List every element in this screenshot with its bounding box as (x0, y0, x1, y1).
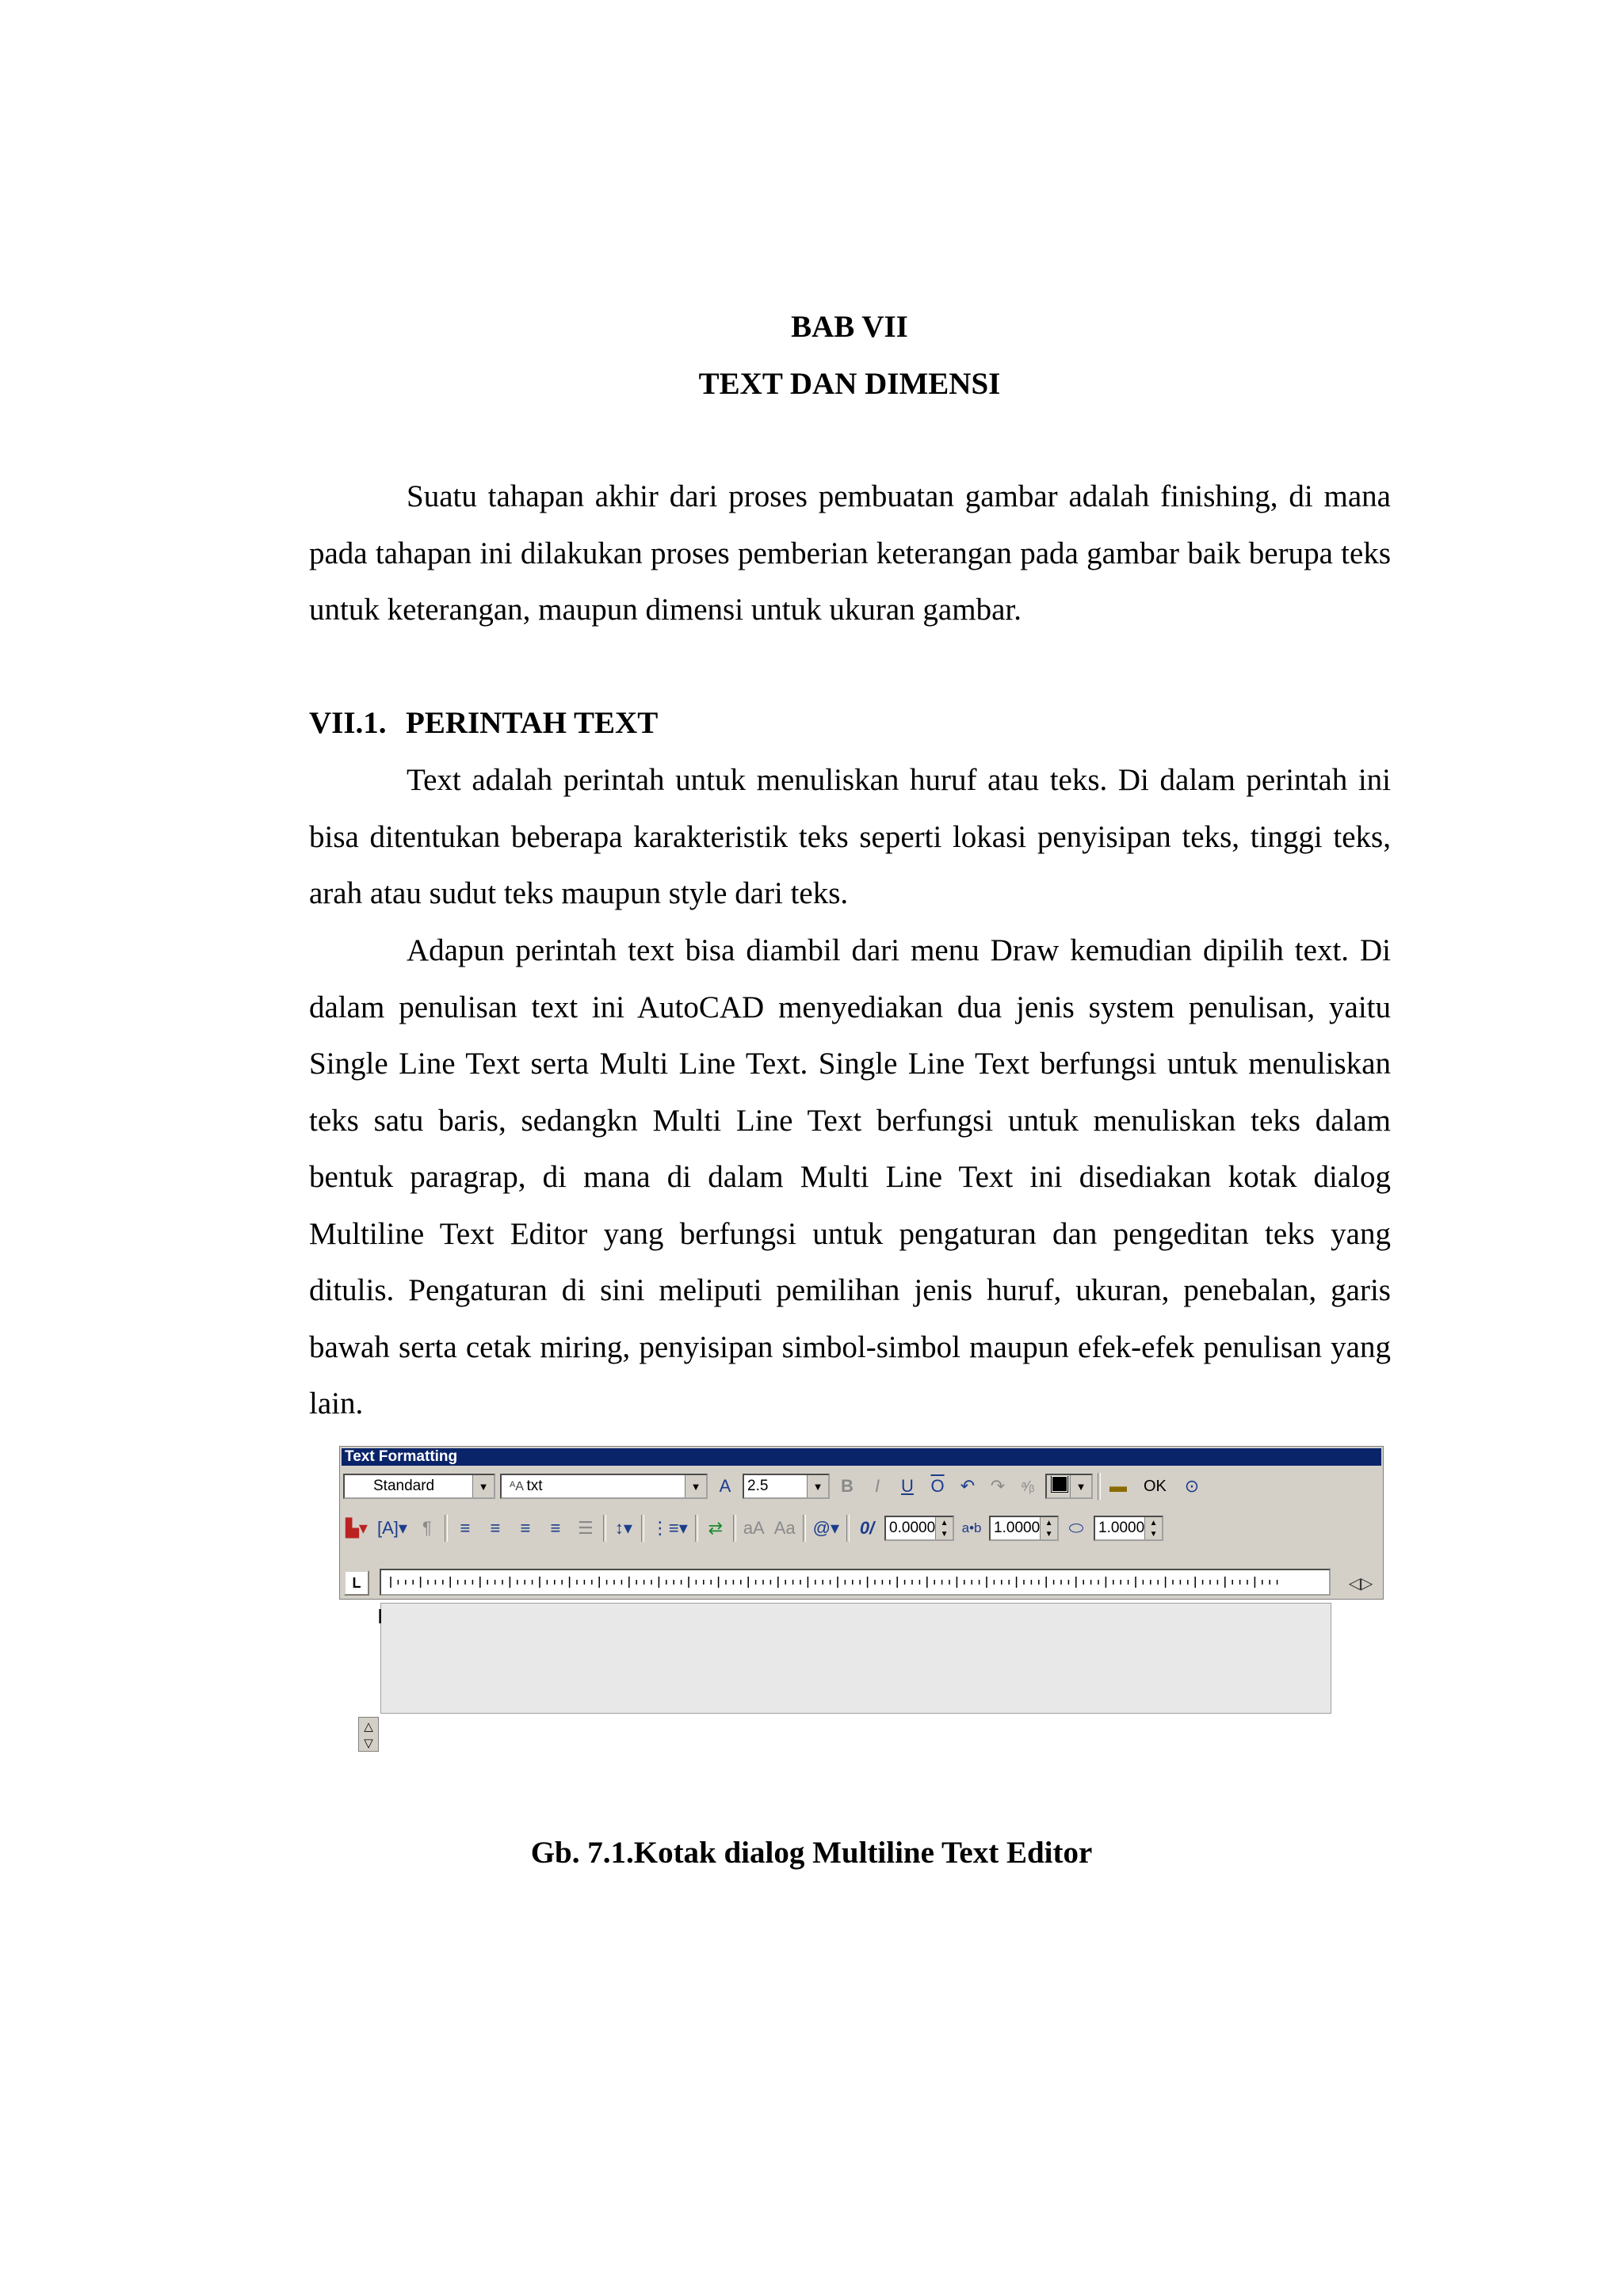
stack-button[interactable]: ᵃ⁄ᵦ (1021, 1478, 1035, 1494)
spinner-icon[interactable]: ▲ ▼ (935, 1517, 953, 1539)
tab-type-button[interactable]: L (344, 1570, 369, 1596)
spinner-icon[interactable]: ▲ ▼ (1144, 1517, 1162, 1539)
font-dropdown[interactable] (500, 1474, 708, 1499)
tracking-input[interactable] (989, 1516, 1059, 1541)
text-height-value: 2.5 (747, 1478, 769, 1494)
insert-field-icon[interactable]: ⇄ (708, 1518, 724, 1538)
align-right-icon[interactable]: ≡ (520, 1518, 531, 1538)
bold-button[interactable]: B (841, 1476, 854, 1496)
color-dropdown[interactable] (1045, 1474, 1093, 1499)
separator (695, 1515, 698, 1542)
font-name: txt (526, 1478, 543, 1494)
separator (445, 1515, 448, 1542)
ruler-width-arrows-icon[interactable]: ◁▷ (1348, 1574, 1373, 1592)
text-height-icon: A (719, 1476, 731, 1496)
separator (603, 1515, 606, 1542)
align-center-icon[interactable]: ≡ (490, 1518, 501, 1538)
width-factor-value: 1.0000 (1098, 1520, 1145, 1536)
section-paragraph-1: Text adalah perintah untuk menuliskan huruf atau teks. Di dalam perintah ini bisa ditentukan beberapa karakteristik teks seperti lokasi penyisipan teks, tinggi teks, arah atau sudut teks maupun style dari teks. (309, 763, 1391, 910)
text-edit-area[interactable] (380, 1603, 1331, 1714)
columns-icon[interactable]: ▙▾ (346, 1518, 368, 1538)
chapter-number: BAB VII (791, 310, 908, 344)
chapter-title: TEXT DAN DIMENSI (698, 367, 1001, 401)
intro-paragraph: Suatu tahapan akhir dari proses pembuatan gambar adalah finishing, di mana pada tahapan ini dilakukan proses pemberian keterangan pada gambar baik berupa teks untuk keterangan, maupun dimensi untuk ukuran gambar. (309, 479, 1391, 627)
symbol-icon[interactable]: @▾ (812, 1518, 840, 1538)
text-height-dropdown[interactable] (743, 1474, 830, 1499)
ruler-toggle-button[interactable]: ▬ (1109, 1476, 1127, 1496)
text-formatting-figure (339, 1446, 1384, 1755)
align-justify-icon[interactable]: ≡ (550, 1518, 561, 1538)
oblique-angle-input[interactable] (884, 1516, 954, 1541)
justification-icon[interactable]: [A]▾ (376, 1518, 407, 1538)
window-title: Text Formatting (342, 1448, 1381, 1466)
chevron-down-icon: ▼ (685, 1475, 706, 1497)
separator (803, 1515, 806, 1542)
oblique-angle-value: 0.0000 (889, 1520, 936, 1536)
oblique-angle-icon: 0/ (859, 1518, 875, 1538)
ok-button[interactable]: OK (1144, 1477, 1167, 1495)
figure-caption: Gb. 7.1.Kotak dialog Multiline Text Editor (530, 1836, 1093, 1870)
spinner-icon[interactable]: ▲ ▼ (1040, 1517, 1057, 1539)
line-spacing-icon[interactable]: ↕▾ (614, 1518, 632, 1538)
undo-button[interactable]: ↶ (960, 1476, 976, 1496)
separator (1098, 1473, 1101, 1500)
numbering-icon[interactable]: ⋮≡▾ (651, 1518, 688, 1538)
uppercase-icon[interactable]: aA (743, 1518, 765, 1538)
overline-button[interactable]: $\overline{O}$ (930, 1476, 945, 1496)
color-swatch (1052, 1476, 1067, 1492)
text-formatting-window (339, 1446, 1384, 1600)
width-factor-input[interactable] (1094, 1516, 1163, 1541)
font-value (502, 1478, 685, 1495)
ruler[interactable] (380, 1569, 1331, 1596)
ruler-row (340, 1566, 1384, 1600)
style-value: Standard (373, 1478, 435, 1494)
section-number: VII.1. (309, 706, 387, 740)
style-dropdown[interactable] (343, 1474, 495, 1499)
text-cursor-icon: I (377, 1604, 384, 1628)
section-heading (309, 705, 658, 741)
width-factor-icon: ⬭ (1068, 1518, 1084, 1538)
paragraph-icon[interactable]: ¶ (422, 1518, 432, 1538)
align-left-icon[interactable]: ≡ (460, 1518, 471, 1538)
formatting-toolbar-row-2 (343, 1510, 1380, 1547)
chevron-down-icon: ▼ (807, 1475, 828, 1497)
tracking-value: 1.0000 (994, 1520, 1041, 1536)
section-paragraph-2: Adapun perintah text bisa diambil dari menu Draw kemudian dipilih text. Di dalam penulisan text ini AutoCAD menyediakan dua jenis system penulisan, yaitu Single Line Text serta Multi Line Text. Single Line Text berfungsi untuk menuliskan teks satu baris, sedangkn Multi Line Text berfungsi untuk menuliskan teks dalam bentuk paragrap, di mana di dalam Multi Line Text ini disediakan kotak dialog Multiline Text Editor yang berfungsi untuk pengaturan dan pengeditan teks yang ditulis. Pengaturan di sini meliputi pemilihan jenis huruf, ukuran, penebalan, garis bawah serta cetak miring, penyisipan simbol-simbol maupun efek-efek penulisan yang lain. (309, 933, 1391, 1421)
chevron-down-icon: ▼ (1070, 1475, 1091, 1497)
formatting-toolbar-row-1 (343, 1468, 1380, 1505)
underline-button[interactable]: U (901, 1476, 914, 1496)
lowercase-icon[interactable]: Aa (773, 1518, 796, 1538)
italic-button[interactable]: I (874, 1476, 880, 1496)
resize-arrows-icon[interactable]: △ ▽ (358, 1717, 379, 1752)
tracking-icon: a•b (961, 1520, 982, 1535)
section-title: PERINTAH TEXT (406, 706, 659, 740)
redo-button[interactable]: ↷ (990, 1476, 1006, 1496)
distribute-icon[interactable]: ☰ (578, 1518, 594, 1538)
font-type-icon: ᴬA (510, 1480, 527, 1493)
separator (846, 1515, 850, 1542)
ruler-ticks (381, 1570, 1329, 1594)
chevron-down-icon: ▼ (472, 1475, 494, 1497)
separator (641, 1515, 644, 1542)
options-button[interactable]: ⊙ (1184, 1476, 1200, 1496)
separator (733, 1515, 736, 1542)
